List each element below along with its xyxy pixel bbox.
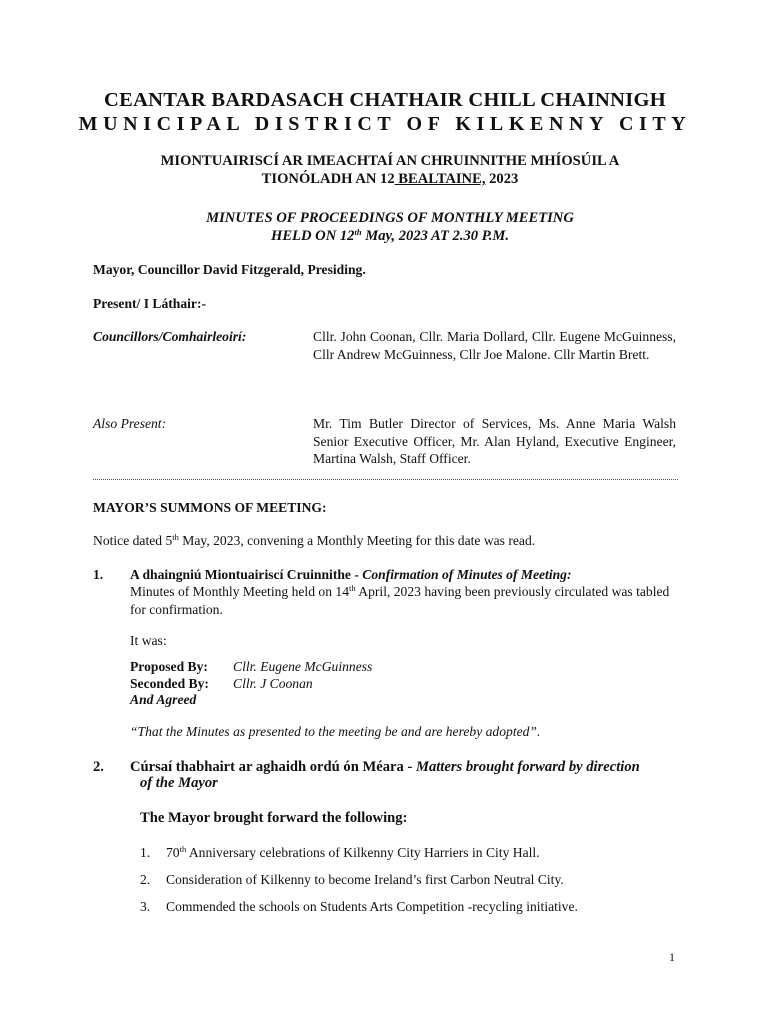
item1-number: 1.: [93, 567, 104, 582]
list-item: Consideration of Kilkenny to become Ireland’s first Carbon Neutral City.: [166, 872, 564, 887]
list-item: Commended the schools on Students Arts Competition -recycling initiative.: [166, 899, 578, 914]
dotted-divider: [93, 479, 678, 480]
councillors-list: Cllr. John Coonan, Cllr. Maria Dollard, Cllr. Eugene McGuinness, Cllr Andrew McGuinness, Cllr Joe Malone. Cllr Martin Brett.: [313, 329, 676, 362]
summons-text-post: May, 2023, convening a Monthly Meeting for this date was read.: [178, 533, 536, 548]
heading-irish-line2: [80, 170, 700, 188]
list-item-num-1: 1.: [140, 845, 151, 860]
summons-text: [93, 532, 535, 550]
list-item-1-pre: 70: [166, 845, 180, 860]
item2-title-irish: Cúrsaí thabhairt ar aghaidh ordú ón Méara -: [130, 759, 416, 775]
heading-english-line2-post: May, 2023 AT 2.30 P.M.: [361, 228, 510, 244]
item1-body-pre: Minutes of Monthly Meeting held on 14: [130, 584, 349, 599]
page-number: 1: [669, 950, 675, 964]
item1-title-irish: A dhaingniú Miontuairiscí Cruinnithe -: [130, 567, 363, 582]
title-english: MUNICIPAL DISTRICT OF KILKENNY CITY: [78, 113, 692, 135]
heading-english-line2-pre: HELD ON 12: [270, 228, 355, 244]
seconded-label: Seconded By:: [130, 676, 209, 691]
item1-body-sup: th: [349, 583, 356, 593]
item1-title: [130, 566, 685, 584]
heading-english: [80, 209, 700, 245]
heading-irish-year: 2023: [485, 171, 519, 187]
heading-irish: [80, 152, 700, 188]
list-item-1-post: Anniversary celebrations of Kilkenny City Harriers in City Hall.: [186, 845, 540, 860]
list-item-num-3: 3.: [140, 899, 151, 914]
item1-title-english: Confirmation of Minutes of Meeting:: [362, 567, 572, 582]
seconded-value: Cllr. J Coonan: [233, 676, 313, 691]
title-irish: CEANTAR BARDASACH CHATHAIR CHILL CHAINNIGH: [104, 89, 666, 111]
summons-sup: th: [172, 532, 179, 542]
item2-title: [130, 758, 720, 776]
also-present-list: Mr. Tim Butler Director of Services, Ms. Anne Maria Walsh Senior Executive Officer, Mr. Alan Hyland, Executive Engineer, Martina Walsh, Staff Officer.: [313, 416, 676, 466]
list-item: [166, 844, 540, 862]
heading-irish-line1: MIONTUAIRISCÍ AR IMEACHTAÍ AN CHRUINNITHE MHÍOSÚIL A: [160, 153, 620, 169]
item2-subheading: The Mayor brought forward the following:: [140, 810, 408, 826]
agreed-label: And Agreed: [130, 692, 197, 707]
item1-body-post: April, 2023 having been previously circulated was tabled for confirmation.: [130, 584, 670, 617]
item1-resolution: “That the Minutes as presented to the meeting be and are hereby adopted”.: [130, 724, 541, 739]
item2-number: 2.: [93, 759, 104, 775]
also-present-label: Also Present:: [93, 416, 167, 431]
summons-text-pre: Notice dated 5: [93, 533, 173, 548]
presiding-line: Mayor, Councillor David Fitzgerald, Presiding.: [93, 262, 366, 277]
heading-english-line2: [80, 227, 700, 245]
item1-it-was: It was:: [130, 633, 167, 648]
present-label: Present/ I Láthair:-: [93, 296, 207, 311]
heading-irish-date: BEALTAINE,: [394, 171, 486, 187]
councillors-label: Councillors/Comhairleoirí:: [93, 329, 247, 344]
item2-title-english-2: of the Mayor: [140, 775, 218, 791]
heading-english-sup: th: [354, 227, 362, 237]
list-item-1-sup: th: [179, 844, 187, 854]
proposed-value: Cllr. Eugene McGuinness: [233, 659, 373, 674]
list-item-num-2: 2.: [140, 872, 151, 887]
proposed-label: Proposed By:: [130, 659, 208, 674]
item2-title-english: Matters brought forward by direction: [415, 759, 640, 775]
heading-english-line1: MINUTES OF PROCEEDINGS OF MONTHLY MEETING: [206, 210, 574, 226]
summons-heading: MAYOR’S SUMMONS OF MEETING:: [93, 500, 327, 515]
item1-body: [130, 583, 682, 618]
heading-irish-line2-pre: TIONÓLADH AN 12: [261, 171, 395, 187]
